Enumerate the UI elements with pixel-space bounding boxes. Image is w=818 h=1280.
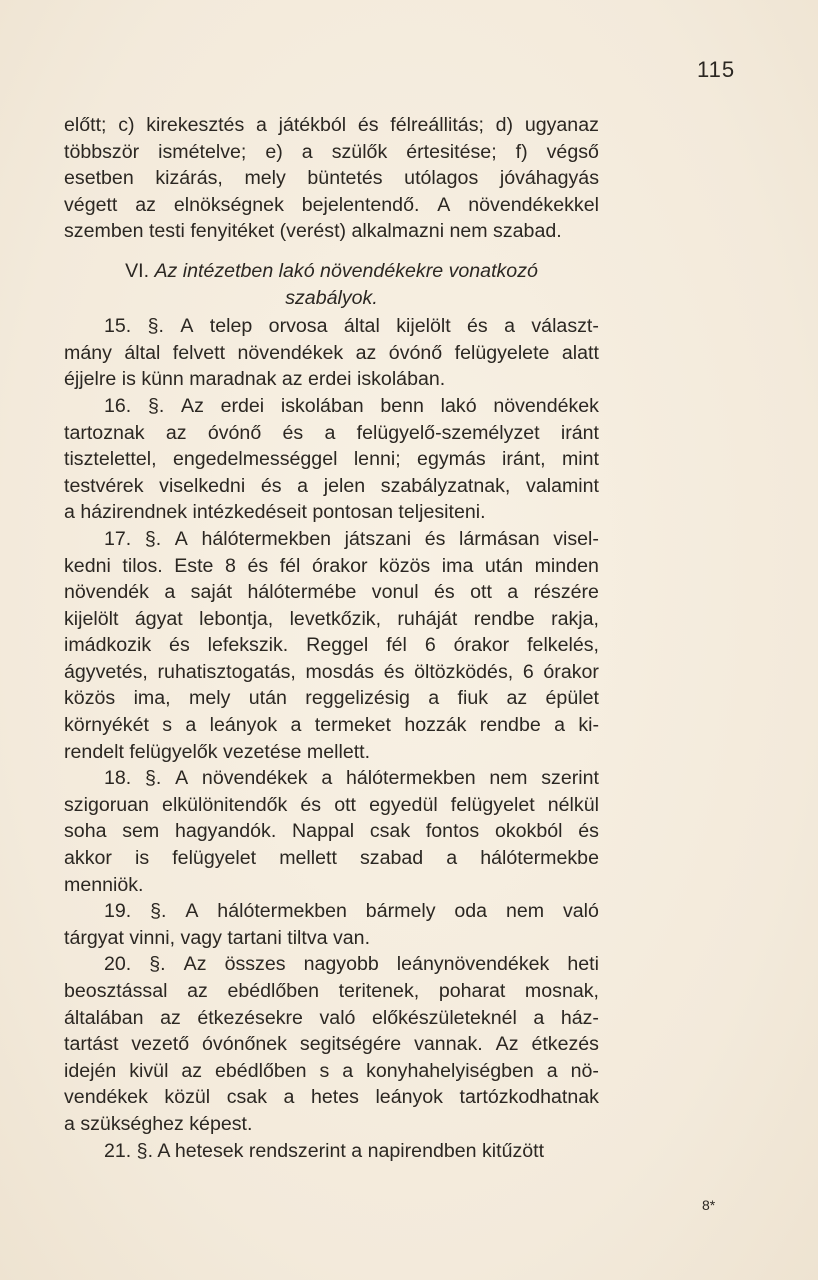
text-line: akkor is felügyelet mellett szabad a hálótermekbe: [64, 847, 599, 870]
text-line: [64, 285, 599, 312]
section-number: VI.: [125, 259, 155, 282]
body-text: [64, 112, 599, 1164]
text-line: tárgyat vinni, vagy tartani tiltva van.: [64, 926, 371, 949]
paragraph: [64, 765, 599, 898]
text-line: imádkozik és lefekszik. Reggel fél 6 órakor felkelés,: [64, 634, 599, 657]
text-line: környékét s a leányok a termeket hozzák rendbe a ki-: [64, 714, 599, 737]
text-line: 15. §. A telep orvosa által kijelölt és a választ-: [104, 315, 599, 338]
text-line: közös ima, mely után reggelizésig a fiuk az épület: [64, 687, 599, 710]
text-line: a szükséghez képest.: [64, 1112, 253, 1135]
text-line: szemben testi fenyitéket (verést) alkalmazni nem szabad.: [64, 220, 562, 243]
text-line: 20. §. Az összes nagyobb leánynövendékek heti: [104, 953, 599, 976]
text-line: végett az elnökségnek bejelentendő. A növendékekkel: [64, 193, 599, 216]
paragraph: [64, 393, 599, 526]
text-line: rendelt felügyelők vezetése mellett.: [64, 740, 371, 763]
text-line: szigoruan elkülönitendők és ott egyedül felügyelet nélkül: [64, 793, 599, 816]
text-line: 17. §. A hálótermekben játszani és lármásan visel-: [104, 527, 599, 550]
text-line: esetben kizárás, mely büntetés utólagos jóváhagyás: [64, 167, 599, 190]
text-line: többször ismételve; e) a szülők értesitése; f) végső: [64, 140, 599, 163]
text-line: 21. §. A hetesek rendszerint a napirendben kitűzött: [104, 1139, 545, 1162]
text-line: kedni tilos. Este 8 és fél órakor közös ima után minden: [64, 554, 599, 577]
section-title: szabályok.: [285, 286, 378, 309]
text-line: 19. §. A hálótermekben bármely oda nem való: [104, 900, 599, 923]
signature-mark: 8*: [702, 1197, 716, 1213]
paragraph: [64, 112, 599, 245]
paragraph: [64, 526, 599, 765]
paragraph: [64, 898, 599, 951]
text-line: éjjelre is künn maradnak az erdei iskolában.: [64, 368, 446, 391]
text-line: növendék a saját hálótermébe vonul és ott a részére: [64, 581, 599, 604]
paragraph: [64, 313, 599, 393]
text-line: tartást vezető óvónőnek segitségére vannak. Az étkezés: [64, 1033, 599, 1056]
text-line: tisztelettel, engedelmességgel lenni; egymás iránt, mint: [64, 448, 599, 471]
text-line: beosztással az ebédlőben teritenek, poharat mosnak,: [64, 980, 599, 1002]
text-line: előtt; c) kirekesztés a játékból és félreállitás; d) ugyanaz: [64, 114, 599, 136]
section-title: Az intézetben lakó növendékekre vonatkozó: [154, 259, 538, 282]
text-line: ágyvetés, ruhatisztogatás, mosdás és öltözködés, 6 órakor: [64, 660, 599, 683]
text-line: általában az étkezésekre való előkészületeknél a ház-: [64, 1006, 599, 1029]
text-line: soha sem hagyandók. Nappal csak fontos okokból és: [64, 820, 599, 843]
text-line: vendékek közül csak a hetes leányok tartózkodhatnak: [64, 1086, 599, 1109]
heading-spacing: [64, 245, 599, 258]
text-line: idején kivül az ebédlőben s a konyhahelyiségben a nö-: [64, 1059, 599, 1082]
text-line: testvérek viselkedni és a jelen szabályzatnak, valamint: [64, 474, 599, 497]
text-line: a házirendnek intézkedéseit pontosan teljesiteni.: [64, 501, 486, 524]
text-line: [64, 258, 599, 285]
paragraph: [64, 1138, 599, 1165]
text-line: mány által felvett növendékek az óvónő felügyelete alatt: [64, 341, 599, 364]
text-line: 18. §. A növendékek a hálótermekben nem szerint: [104, 767, 599, 790]
text-line: menniök.: [64, 873, 144, 896]
section-heading: [64, 258, 599, 313]
page-number: 115: [697, 57, 736, 82]
text-line: kijelölt ágyat lebontja, levetkőzik, ruháját rendbe rakja,: [64, 607, 599, 630]
paragraph: [64, 951, 599, 1137]
text-line: 16. §. Az erdei iskolában benn lakó növendékek: [104, 394, 599, 417]
text-line: tartoznak az óvónő és a felügyelő-személyzet iránt: [64, 421, 599, 444]
